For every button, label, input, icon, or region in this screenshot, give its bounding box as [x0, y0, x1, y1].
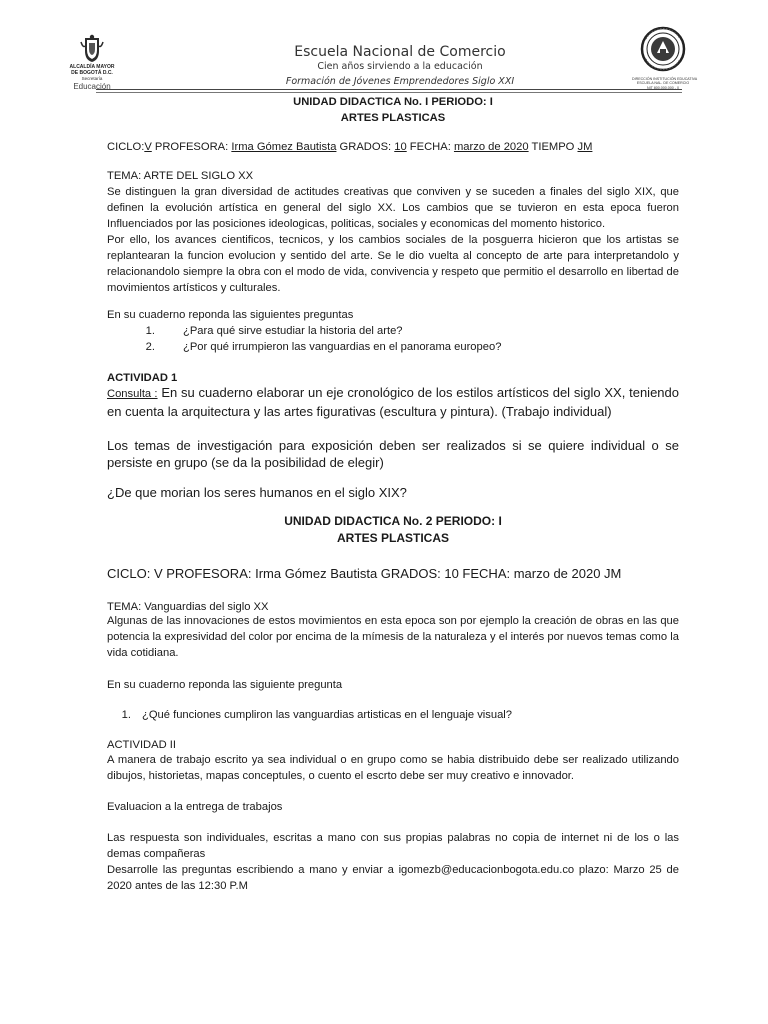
question-number: 1.: [121, 709, 131, 721]
school-seal: [632, 26, 698, 90]
question-number: 2.: [145, 341, 155, 353]
logo-right-line2: ESCUELA NAL. DE COMERCIO: [636, 81, 690, 86]
logo-right-line1: DIRECCIÓN INSTITUCIÓN EDUCATIVA: [632, 77, 698, 81]
consulta-label: Consulta :: [107, 388, 158, 400]
unit1-investigacion: Los temas de investigación para exposición deben ser realizados si se quiere individual o se persiste en grupo (se da la posibilidad de elegir): [107, 438, 679, 470]
unit2-respuestas: Las respuesta son individuales, escritas a mano con sus propias palabras no copia de internet ni de los o las demas compañeras: [107, 832, 679, 860]
unit1-pregunta-xix: ¿De que morian los seres humanos en el siglo XIX?: [107, 485, 407, 500]
grados-label: GRADOS:: [336, 141, 395, 153]
unit2-instruction: En su cuaderno reponda las siguiente pregunta: [107, 679, 343, 691]
fecha-label: FECHA:: [406, 141, 454, 153]
header-divider: [96, 89, 682, 90]
question-text: ¿Para qué sirve estudiar la historia del arte?: [183, 325, 403, 337]
unit1-subtitle: ARTES PLASTICAS: [340, 112, 446, 124]
unit2-question-1: [107, 707, 679, 723]
unit2-activity-title: ACTIVIDAD II: [107, 739, 176, 751]
logo-right-line3: NIT 800.000.000 - 0: [647, 85, 679, 90]
question-text: ¿Por qué irrumpieron las vanguardias en el panorama europeo?: [183, 341, 502, 353]
unit1-consulta: [107, 384, 679, 422]
header-divider-thin: [96, 92, 682, 93]
unit1-activity-title: ACTIVIDAD 1: [107, 372, 178, 384]
unit1-instruction: En su cuaderno reponda las siguientes preguntas: [107, 309, 354, 321]
unit2-evaluacion: Evaluacion a la entrega de trabajos: [107, 801, 283, 813]
ciclo-label: CICLO:: [107, 141, 145, 153]
unit2-subtitle: ARTES PLASTICAS: [336, 531, 449, 545]
profesora-value: Irma Gómez Bautista: [231, 141, 337, 153]
unit1-paragraph1: Se distinguen la gran diversidad de actitudes creativas que conviven y se suceden a finales del siglo XIX, que definen la evolución artística en general del siglo XX. Los cambios que se tuvieron en esta epoca fueron Influenciados por las posiciones ideologicas, politicas, sociales y economicas del momento historico.: [107, 186, 679, 230]
consulta-text: En su cuaderno elaborar un eje cronológico de los estilos artísticos del siglo XX, teniendo en cuenta la arquitectura y las artes figurativas (escultura y pintura). (Trabajo individual): [107, 385, 679, 419]
question-number: 1.: [145, 325, 155, 337]
question-text: ¿Qué funciones cumpliron las vanguardias artisticas en el lenguaje visual?: [142, 709, 513, 721]
unit1-paragraph2: Por ello, los avances cientificos, tecnicos, y los cambios sociales de la posguerra hicieron que los artistas se replantearan la funcion evolucion y sentido del arte. Se le dio vuelta al concepto de arte para interpretandolo y relacionandolo siempre la obra con el modo de vida, convivencia y respeto que permitio el desarrollo en libertad de movimientos artísticos y culturales.: [107, 234, 679, 294]
school-name: Escuela Nacional de Comercio: [294, 44, 506, 60]
tiempo-value: JM: [577, 141, 593, 153]
unit2-title: UNIDAD DIDACTICA No. 2 PERIODO: I: [284, 514, 502, 528]
coat-of-arms-icon: [77, 34, 107, 64]
school-seal-icon: [638, 26, 688, 72]
unit2-desarrollo: Desarrolle las preguntas escribiendo a mano y enviar a igomezb@educacionbogota.edu.co plazo: Marzo 25 de 2020 antes de las 12:30 P.M: [107, 864, 679, 892]
grados-value: 10: [394, 141, 407, 153]
profesora-label: PROFESORA:: [151, 141, 232, 153]
ciclo-value: V: [144, 141, 152, 153]
logo-left-line3: Secretaría: [81, 76, 103, 81]
tiempo-label: TIEMPO: [528, 141, 578, 153]
unit2-info-line: CICLO: V PROFESORA: Irma Gómez Bautista GRADOS: 10 FECHA: marzo de 2020 JM: [107, 566, 622, 581]
school-formation: Formación de Jóvenes Emprendedores Siglo XXI: [285, 76, 515, 87]
unit1-question-2: [107, 339, 679, 355]
school-motto: Cien años sirviendo a la educación: [317, 61, 483, 72]
unit1-title: UNIDAD DIDACTICA No. I PERIODO: I: [293, 96, 493, 108]
bogota-logo: [66, 34, 118, 91]
unit1-tema: TEMA: ARTE DEL SIGLO XX: [107, 170, 254, 182]
logo-left-line4: Educación: [73, 82, 111, 91]
unit1-question-1: [107, 323, 679, 339]
unit2-paragraph: Algunas de las innovaciones de estos movimientos en esta epoca son por ejemplo la creación de obras en las que potencia la expresividad del color por encima de la mímesis de la naturaleza y el interés por nuevos temas como la vida cotidiana.: [107, 615, 679, 659]
unit2-tema: TEMA: Vanguardias del siglo XX: [107, 601, 269, 613]
unit1-info-line: [107, 139, 679, 155]
unit2-activity-text: A manera de trabajo escrito ya sea individual o en grupo como se habia distribuido debe ser realizado utilizando dibujos, historietas, mapas conceptules, o cuento el escrto debe ser muy creativo e innovador.: [107, 754, 679, 782]
fecha-value: marzo de 2020: [453, 141, 529, 153]
logo-left-line2: DE BOGOTÁ D.C.: [71, 70, 113, 76]
logo-left-line1: ALCALDÍA MAYOR: [69, 64, 115, 70]
